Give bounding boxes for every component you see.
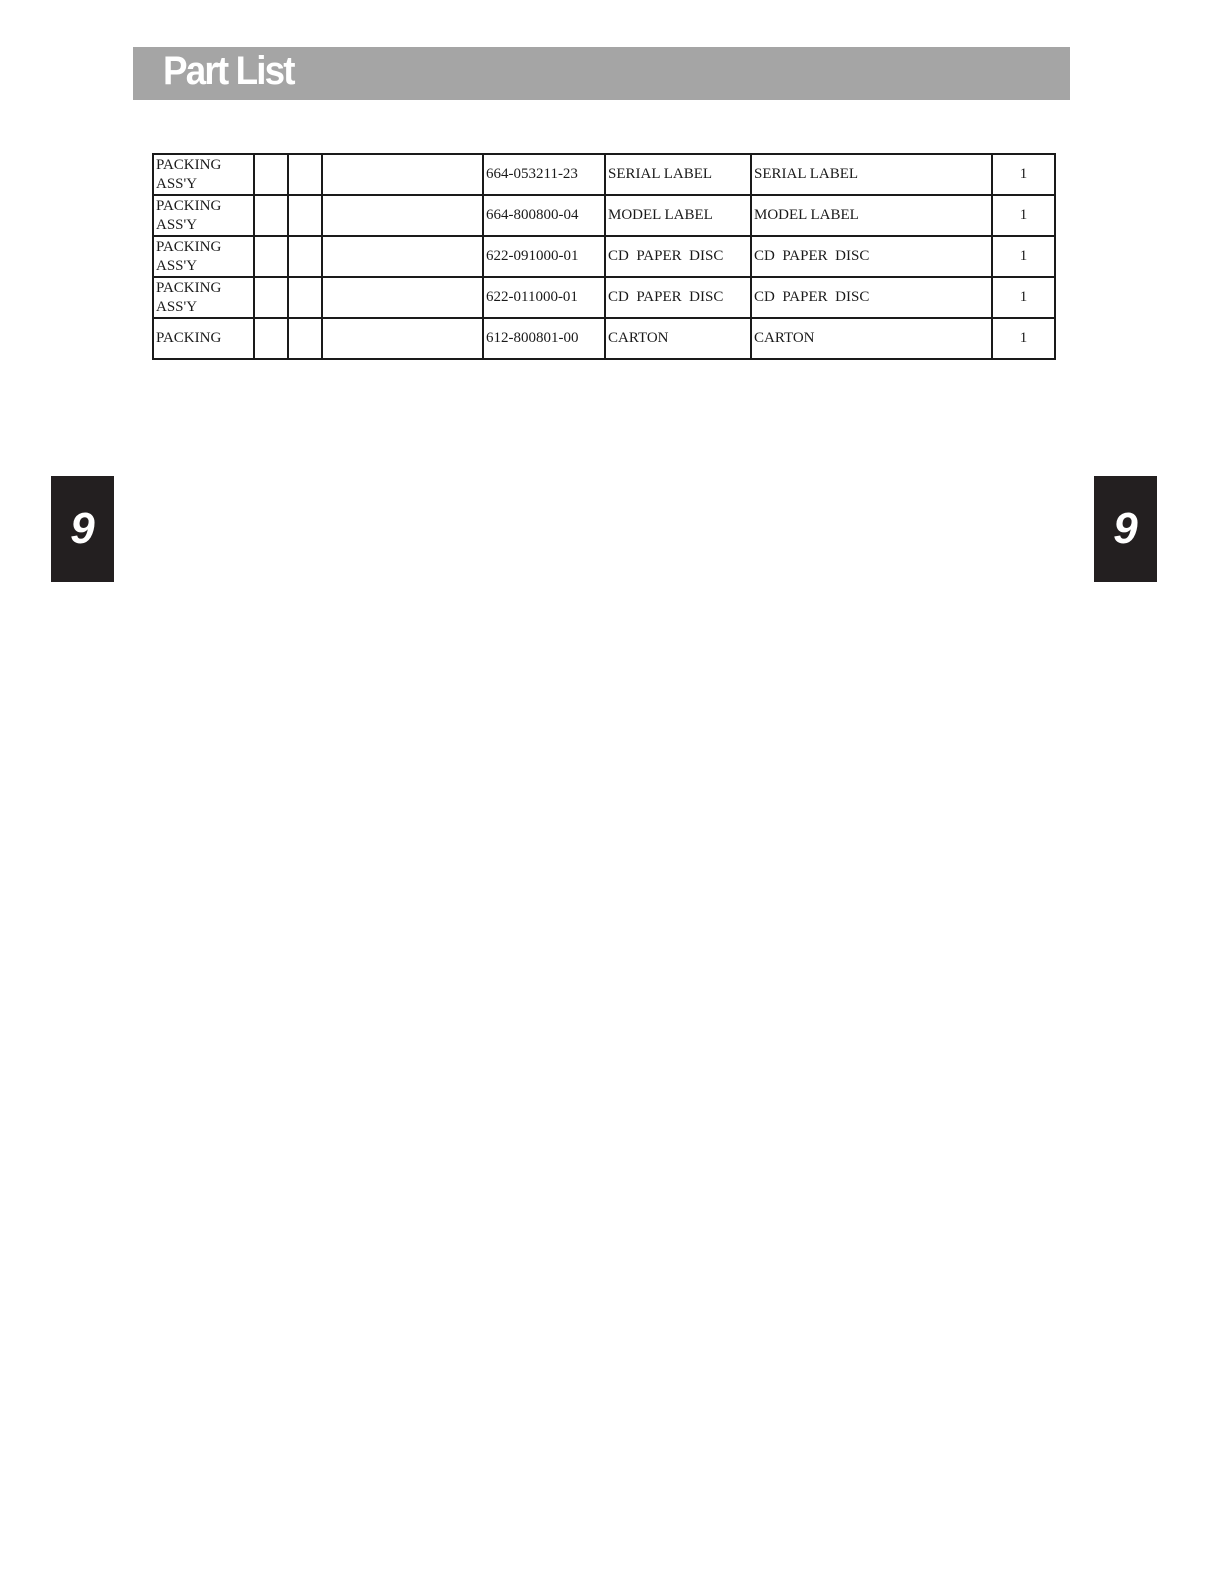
empty-cell [288,277,322,318]
empty-cell [322,154,483,195]
empty-cell [288,236,322,277]
empty-cell [322,195,483,236]
description-alt-cell: CD PAPER DISC [751,236,992,277]
assembly-cell: PACKING ASS'Y [153,154,254,195]
assembly-cell: PACKING ASS'Y [153,236,254,277]
chapter-tab-right: 9 [1094,476,1157,582]
empty-cell [254,236,288,277]
part-number-cell: 622-011000-01 [483,277,605,318]
quantity-cell: 1 [992,195,1055,236]
assembly-cell: PACKING ASS'Y [153,277,254,318]
description-cell: SERIAL LABEL [605,154,751,195]
empty-cell [288,154,322,195]
quantity-cell: 1 [992,277,1055,318]
empty-cell [322,277,483,318]
description-cell: CD PAPER DISC [605,277,751,318]
part-number-cell: 612-800801-00 [483,318,605,359]
part-number-cell: 664-800800-04 [483,195,605,236]
part-number-cell: 622-091000-01 [483,236,605,277]
section-header-bar [133,47,1070,100]
description-cell: CD PAPER DISC [605,236,751,277]
description-alt-cell: SERIAL LABEL [751,154,992,195]
description-cell: CARTON [605,318,751,359]
parts-table [152,153,1056,360]
description-cell: MODEL LABEL [605,195,751,236]
empty-cell [322,236,483,277]
empty-cell [254,195,288,236]
table-row [153,154,1055,195]
empty-cell [254,277,288,318]
table-row [153,236,1055,277]
description-alt-cell: CD PAPER DISC [751,277,992,318]
table-row [153,195,1055,236]
chapter-tab-left: 9 [51,476,114,582]
quantity-cell: 1 [992,318,1055,359]
empty-cell [288,195,322,236]
empty-cell [254,318,288,359]
assembly-cell: PACKING [153,318,254,359]
table-row [153,318,1055,359]
page-title: Part List [163,49,294,93]
description-alt-cell: CARTON [751,318,992,359]
table-row [153,277,1055,318]
quantity-cell: 1 [992,154,1055,195]
empty-cell [322,318,483,359]
description-alt-cell: MODEL LABEL [751,195,992,236]
empty-cell [254,154,288,195]
part-number-cell: 664-053211-23 [483,154,605,195]
empty-cell [288,318,322,359]
assembly-cell: PACKING ASS'Y [153,195,254,236]
quantity-cell: 1 [992,236,1055,277]
